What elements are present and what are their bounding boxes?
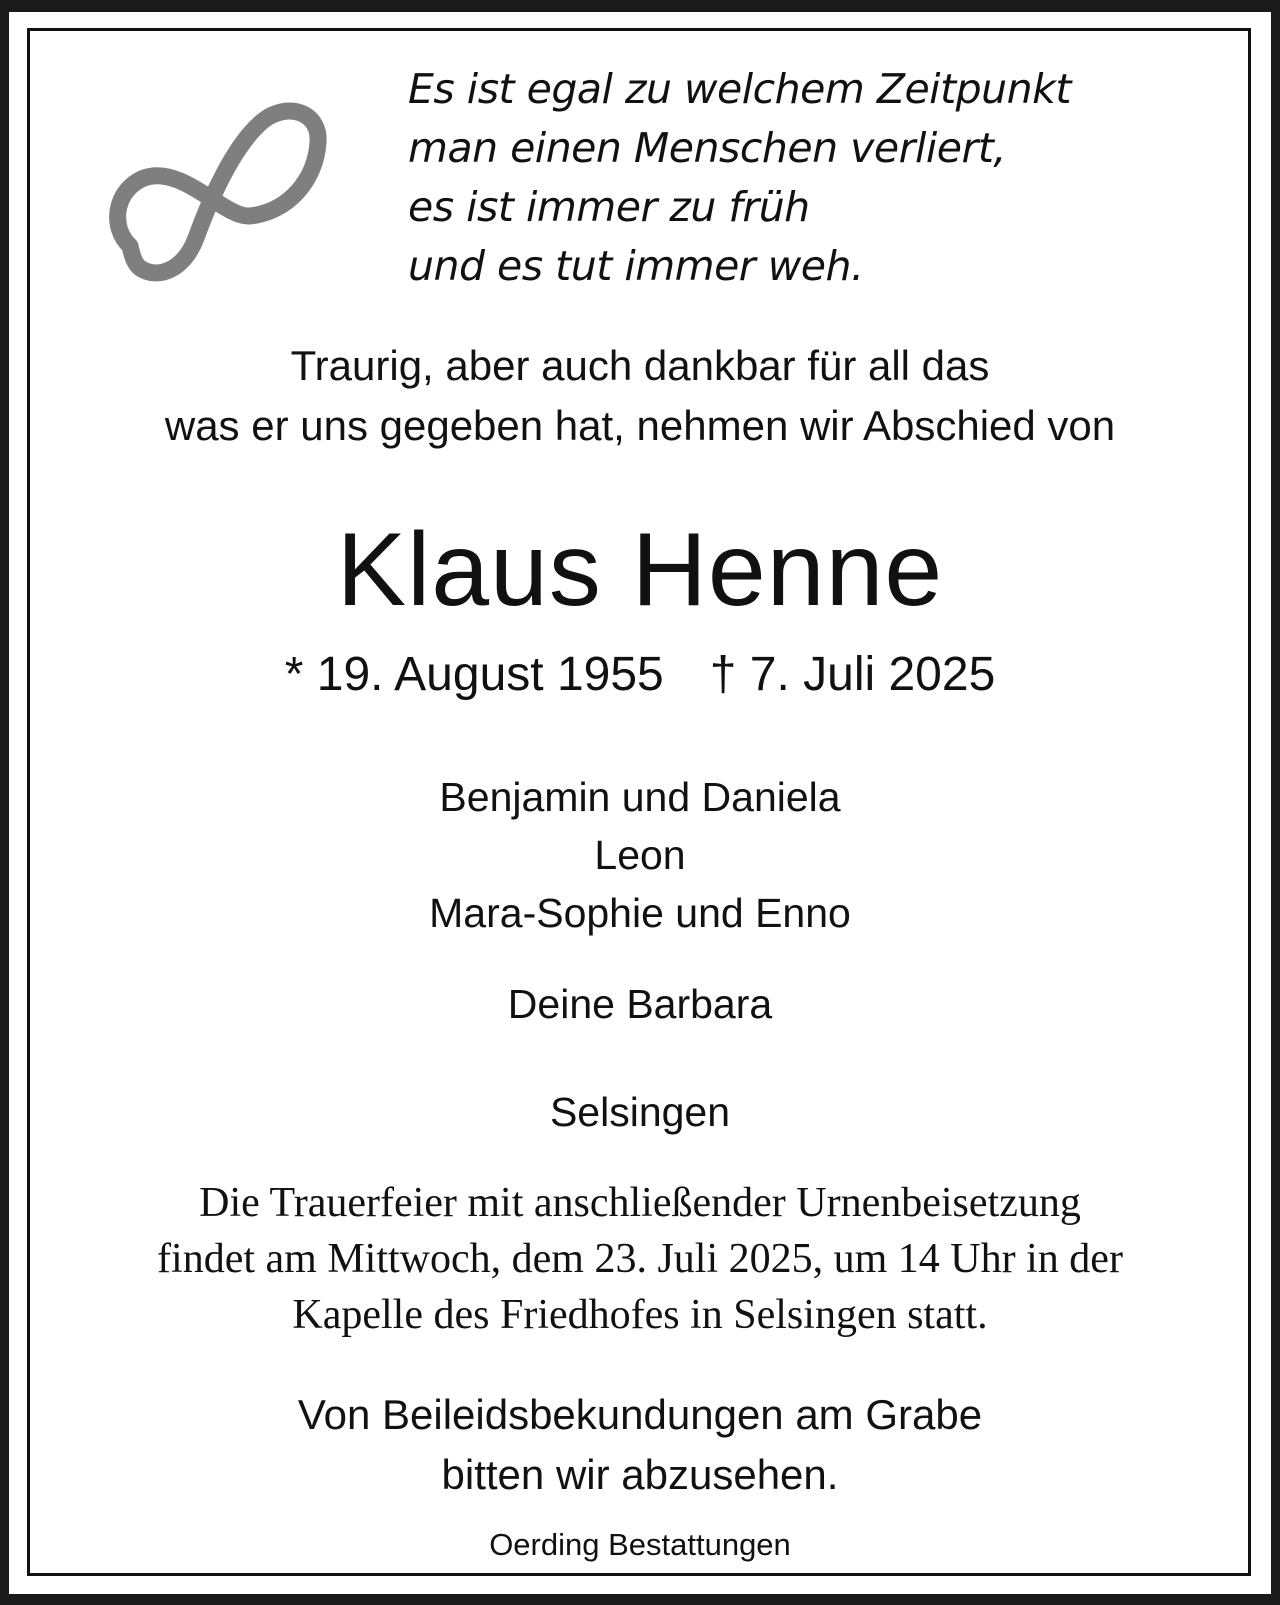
poem-line: Es ist egal zu welchem Zeitpunkt [408, 65, 1071, 113]
family-member: Leon [594, 832, 686, 878]
service-line: findet am Mittwoch, dem 23. Juli 2025, um 14 Uhr in der [157, 1236, 1123, 1282]
wife-signature: Deine Barbara [507, 981, 773, 1027]
service-line: Die Trauerfeier mit anschließender Urnenbeisetzung [199, 1180, 1081, 1226]
family-member: Benjamin und Daniela [439, 774, 841, 820]
poem [408, 60, 1071, 296]
deceased-name: Klaus Henne [336, 512, 944, 628]
intro-line: Traurig, aber auch dankbar für all das [290, 342, 990, 389]
request-line: bitten wir abzusehen. [441, 1451, 839, 1498]
poem-line: es ist immer zu früh [408, 183, 810, 231]
intro-text [0, 336, 1280, 456]
life-dates [0, 643, 1280, 707]
request-line: Von Beileidsbekundungen am Grabe [297, 1391, 983, 1438]
intro-line: was er uns gegeben hat, nehmen wir Abschied von [164, 402, 1116, 449]
undertaker-name: Oerding Bestattungen [489, 1527, 791, 1562]
service-line: Kapelle des Friedhofes in Selsingen statt. [292, 1292, 988, 1338]
poem-line: und es tut immer weh. [408, 242, 864, 290]
condolence-request [0, 1385, 1280, 1505]
birth-date: * 19. August 1955 [284, 648, 664, 701]
poem-line: man einen Menschen verliert, [408, 124, 1006, 172]
place-name: Selsingen [549, 1089, 731, 1135]
service-notice [0, 1175, 1280, 1343]
family-member: Mara-Sophie und Enno [429, 890, 851, 936]
family-list [0, 768, 1280, 942]
death-date: † 7. Juli 2025 [709, 648, 996, 701]
infinity-icon [92, 98, 348, 294]
